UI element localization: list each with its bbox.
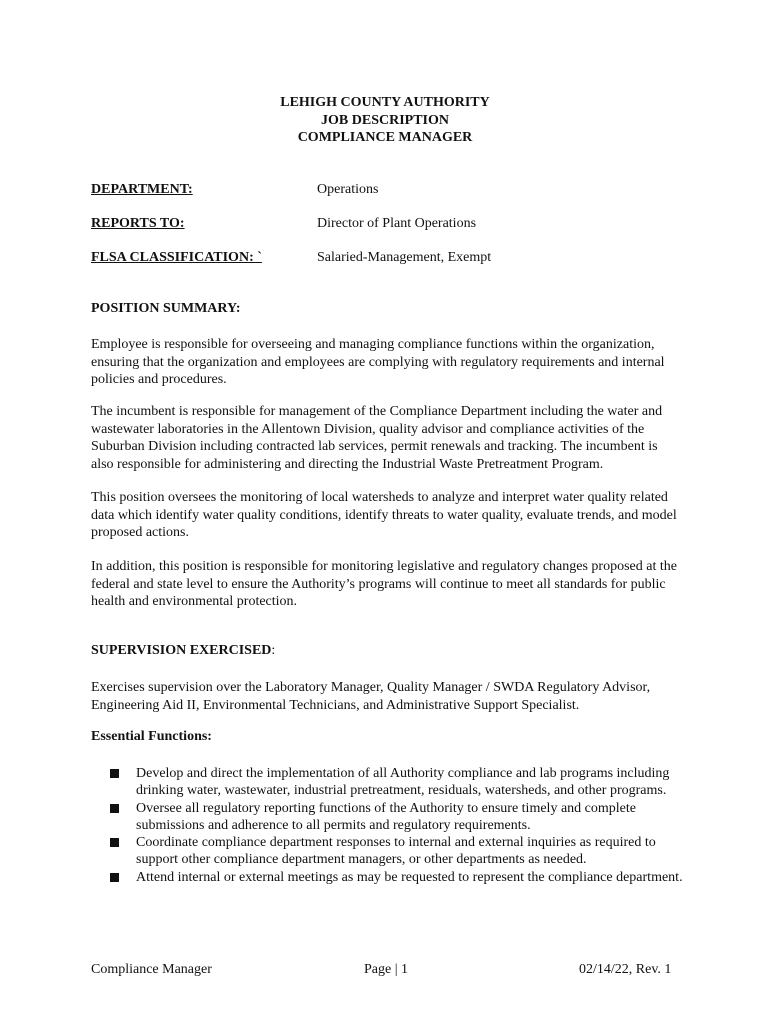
summary-paragraph-1: Employee is responsible for overseeing and managing compliance functions within the organization, ensuring that the organization and employees are complying with regulatory requirements and internal policies and procedures. [91,337,665,387]
summary-paragraph-3: This position oversees the monitoring of local watersheds to analyze and interpret water quality related data which identify water quality conditions, identify threats to water quality, evaluate trends, and model proposed actions. [91,490,677,540]
document-header [0,94,770,147]
essential-functions-heading: Essential Functions: [91,729,212,744]
essential-functions-list [110,765,690,886]
position-summary-heading: POSITION SUMMARY: [91,301,241,316]
footer-page-number: Page | 1 [364,962,409,977]
list-item: Coordinate compliance department responses to internal and external inquiries as required to support other compliance department managers, or other departments as needed. [110,834,690,869]
organization-name: LEHIGH COUNTY AUTHORITY [280,95,490,110]
bullet-square-icon [110,769,119,778]
list-item: Oversee all regulatory reporting functions of the Authority to ensure timely and complete submissions and adherence to all permits and regulatory requirements. [110,800,690,835]
reports-to-label: REPORTS TO: [91,216,185,231]
list-item: Attend internal or external meetings as may be requested to represent the compliance department. [110,869,690,886]
footer-document-name: Compliance Manager [91,962,212,977]
department-value: Operations [317,182,379,197]
flsa-label: FLSA CLASSIFICATION: ` [91,250,262,265]
department-label: DEPARTMENT: [91,182,193,197]
reports-to-value: Director of Plant Operations [317,216,477,231]
supervision-heading: SUPERVISION EXERCISED: [91,643,276,658]
summary-paragraph-2: The incumbent is responsible for management of the Compliance Department including the water and wastewater laboratories in the Allentown Division, quality advisor and compliance activities of the Suburban Division including contracted lab services, permit renewals and tracking. The incumbent is also responsible for administering and directing the Industrial Waste Pretreatment Program. [91,404,663,472]
bullet-square-icon [110,804,119,813]
footer-revision-date: 02/14/22, Rev. 1 [579,962,672,977]
list-item: Develop and direct the implementation of all Authority compliance and lab programs including drinking water, wastewater, industrial pretreatment, residuals, watersheds, and other programs. [110,765,690,800]
summary-paragraph-4: In addition, this position is responsible for monitoring legislative and regulatory changes proposed at the federal and state level to ensure the Authority’s programs will continue to meet all standards for public health and environmental protection. [91,559,677,609]
bullet-square-icon [110,838,119,847]
supervision-text: Exercises supervision over the Laboratory Manager, Quality Manager / SWDA Regulatory Advisor, Engineering Aid II, Environmental Technicians, and Administrative Support Specialist. [91,680,651,713]
bullet-square-icon [110,873,119,882]
flsa-value: Salaried-Management, Exempt [317,250,492,265]
document-type: JOB DESCRIPTION [321,112,449,128]
job-title: COMPLIANCE MANAGER [297,130,473,145]
